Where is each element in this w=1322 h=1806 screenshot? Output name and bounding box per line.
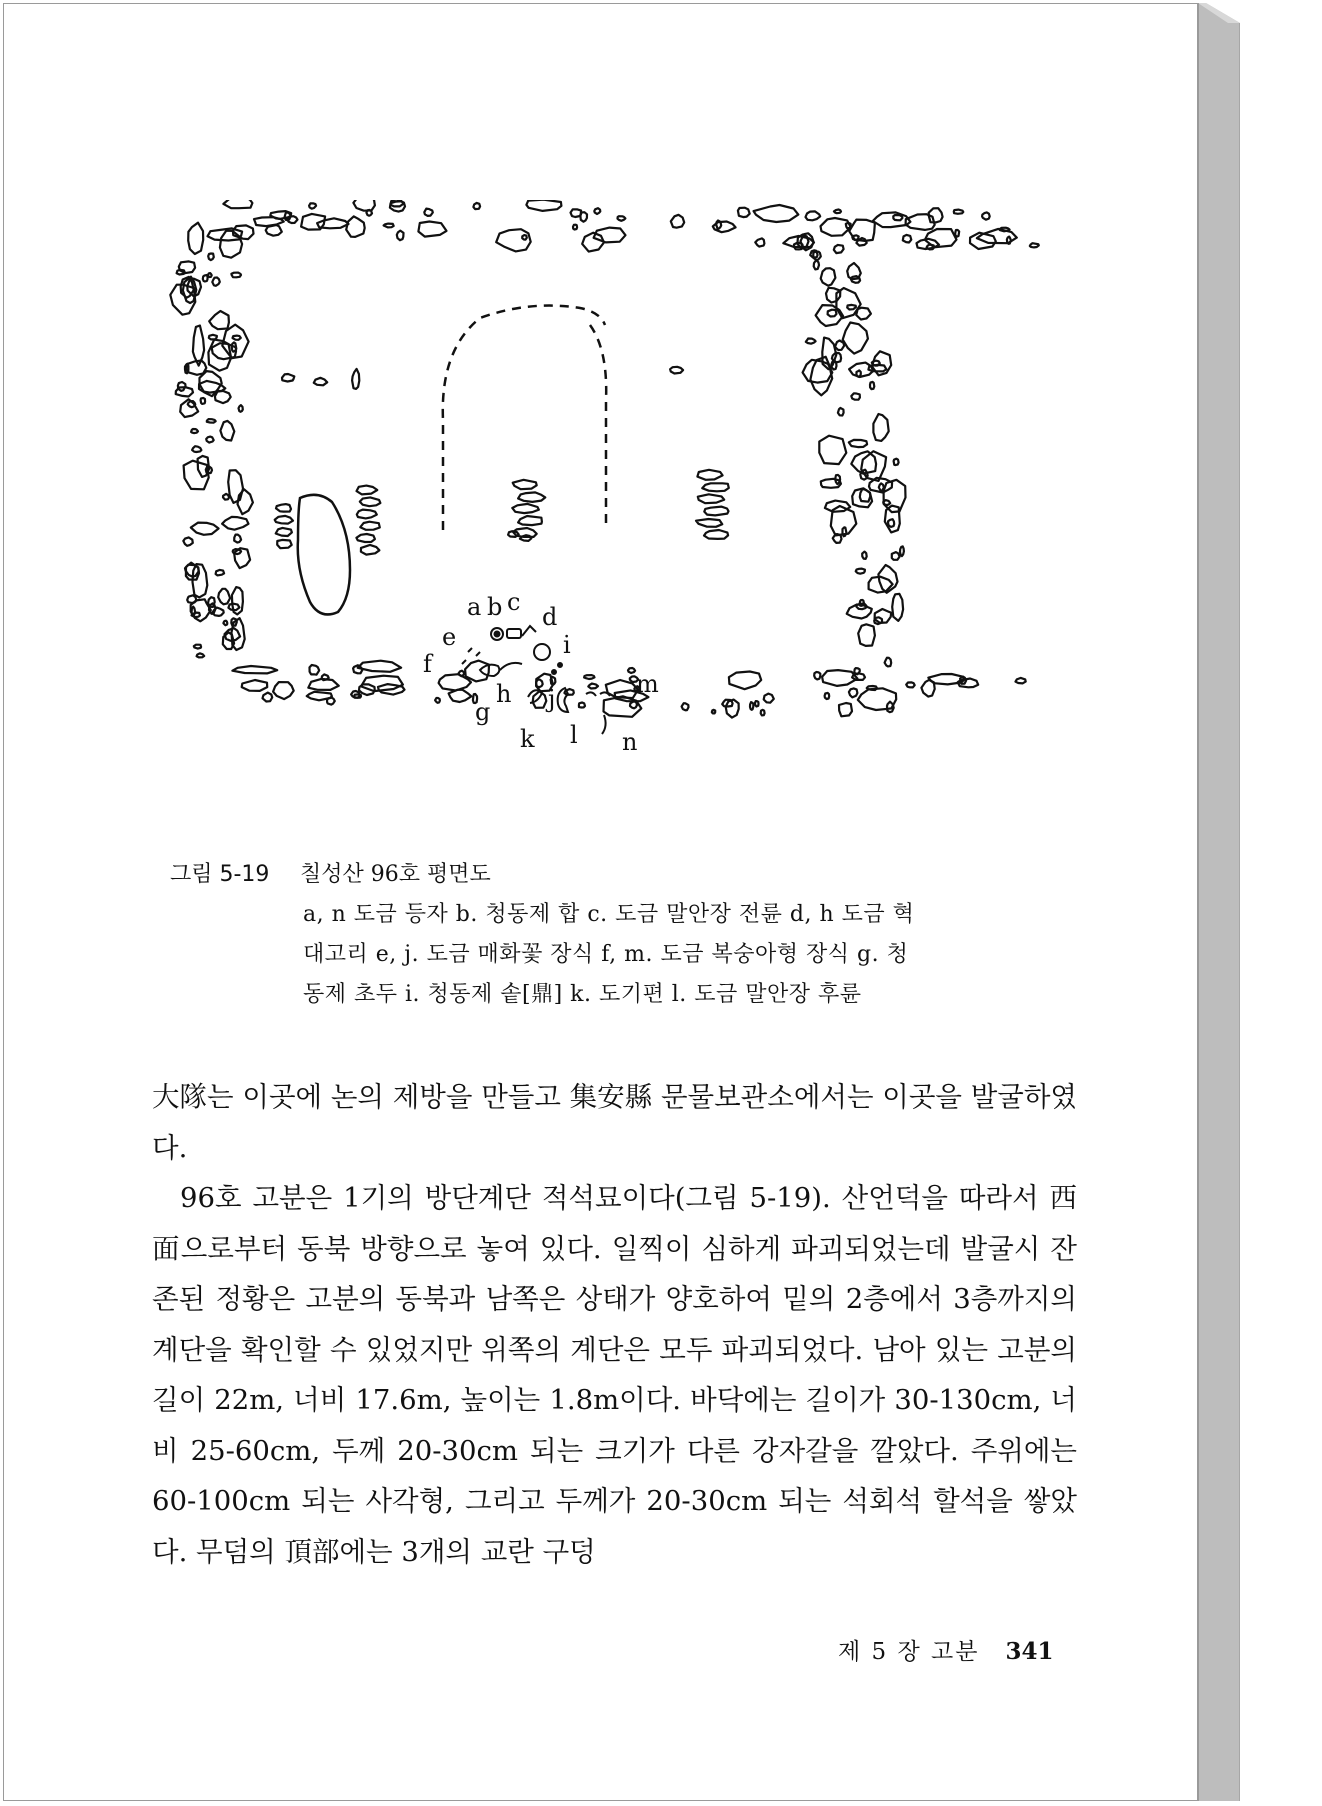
- stone-outline: [825, 693, 830, 699]
- stone-outline: [903, 235, 912, 243]
- paragraph-1: 大隊는 이곳에 논의 제방을 만들고 集安縣 문물보관소에서는 이곳을 발굴하였다.: [152, 1081, 1077, 1164]
- stone-outline: [754, 205, 799, 222]
- stone-outline: [628, 668, 635, 673]
- stone-outline: [588, 684, 598, 689]
- stone-outline: [203, 275, 208, 282]
- page-number: 341: [1005, 1638, 1054, 1665]
- stone-outline: [356, 534, 375, 542]
- stone-outline: [228, 604, 239, 611]
- stone-outline-group: [170, 200, 1039, 718]
- label-a: a: [467, 593, 482, 621]
- stone-outline: [192, 446, 201, 452]
- stone-outline: [704, 530, 728, 539]
- stone-outline: [697, 470, 722, 480]
- stone-outline: [397, 231, 404, 241]
- stone-outline: [197, 653, 205, 657]
- stone-outline: [194, 645, 201, 649]
- stone-outline: [872, 361, 880, 366]
- stone-outline: [834, 245, 844, 253]
- stone-outline: [282, 374, 294, 382]
- stone-outline: [222, 517, 248, 530]
- stone-outline: [223, 621, 227, 626]
- stone-outline: [188, 223, 203, 254]
- stone-outline: [755, 701, 759, 706]
- page-footer: [838, 1633, 1053, 1666]
- stone-outline: [862, 552, 867, 559]
- stone-outline: [357, 510, 377, 519]
- stone-outline: [1007, 237, 1011, 244]
- stone-outline: [473, 203, 480, 209]
- paragraph-2: 96호 고분은 1기의 방단계단 적석묘이다(그림 5-19). 산언덕을 따라서 西面으로부터 동북 방향으로 놓여 있다. 일찍이 심하게 파괴되었는데 발굴시 잔존된 정황은 고분의 동북과 남쪽은 상태가 양호하여 밑의 2층에서 3층까지의 계단을 확인할 수 있었지만 위쪽의 계단은 모두 파괴되었다. 남아 있는 고분의 길이 22m, 너비 17.6m, 높이는 1.8m이다. 바닥에는 길이가 30-130cm, 너비 25-60cm, 두께 20-30cm 되는 크기가 다른 강자갈을 깔았다. 주위에는 60-100cm 되는 사각형, 그리고 두께가 20-30cm 되는 석회석 할석을 쌓았다. 무덤의 頂部에는 3개의 교란 구덩: [152, 1182, 1077, 1568]
- label-n: n: [622, 728, 638, 756]
- stone-outline: [582, 233, 604, 252]
- caption-heading: [170, 855, 1090, 895]
- tomb-plan-drawing: [150, 200, 1080, 830]
- stone-outline: [854, 668, 860, 674]
- stone-outline: [209, 311, 229, 329]
- stone-outline: [594, 208, 600, 214]
- caption-line-3: 동제 초두 i. 청동제 솥[鼎] k. 도기편 l. 도금 말안장 후륜: [303, 982, 862, 1007]
- stone-outline: [834, 210, 841, 214]
- stone-outline: [352, 369, 359, 389]
- caption-number: 그림 5-19: [170, 862, 270, 887]
- stone-outline: [270, 211, 291, 219]
- body-text: [152, 1072, 1077, 1577]
- stone-outline: [828, 310, 837, 317]
- stone-outline: [761, 710, 765, 716]
- stone-outline: [223, 200, 252, 208]
- label-e: e: [442, 623, 457, 651]
- stone-outline: [954, 210, 964, 214]
- label-f: f: [423, 650, 432, 678]
- stone-outline: [839, 703, 852, 716]
- stone-outline: [231, 273, 241, 278]
- stone-outline: [838, 408, 844, 416]
- label-m: m: [636, 670, 659, 698]
- stone-outline: [702, 483, 729, 491]
- label-b: b: [487, 593, 503, 621]
- label-l: l: [570, 721, 578, 749]
- stone-outline: [704, 507, 728, 516]
- label-h: h: [496, 680, 512, 708]
- caption-title: 칠성산 96호 평면도: [300, 862, 491, 887]
- stone-outline: [738, 208, 750, 217]
- stone-outline: [1016, 678, 1026, 684]
- stone-outline: [223, 494, 229, 500]
- stone-outline: [207, 419, 216, 423]
- label-j: j: [548, 685, 556, 713]
- stone-outline: [955, 230, 959, 237]
- stone-outline: [191, 523, 219, 535]
- stone-outline: [682, 703, 689, 710]
- stone-outline: [177, 270, 185, 275]
- stone-outline: [239, 405, 243, 412]
- stone-outline: [847, 305, 856, 310]
- stone-outline: [536, 679, 543, 687]
- stone-outline: [357, 486, 378, 495]
- stone-outline: [384, 224, 394, 228]
- stone-outline: [894, 459, 899, 465]
- stone-outline: [826, 288, 840, 303]
- figure-caption: [170, 855, 1090, 1015]
- stone-outline: [360, 497, 381, 506]
- stone-outline: [819, 436, 846, 464]
- stone-outline: [750, 702, 753, 710]
- book-page-edge: [1198, 3, 1240, 1801]
- stone-outline: [571, 209, 582, 217]
- stone-outline: [314, 378, 327, 386]
- stone-outline: [522, 235, 527, 240]
- stone-outline: [843, 323, 868, 354]
- stone-outline: [579, 703, 585, 708]
- stone-outline: [755, 238, 764, 246]
- stone-outline: [921, 680, 934, 697]
- stone-outline: [533, 691, 547, 708]
- stone-outline: [847, 605, 872, 619]
- stone-outline: [220, 421, 234, 441]
- label-k: k: [520, 725, 535, 753]
- stone-outline: [810, 357, 832, 396]
- stone-outline: [698, 494, 724, 503]
- stone-outline: [858, 624, 875, 646]
- stone-outline: [806, 211, 821, 220]
- stone-outline: [208, 273, 212, 277]
- stone-outline: [206, 437, 214, 443]
- stone-outline: [814, 672, 820, 679]
- stone-outline: [465, 661, 489, 682]
- stone-outline: [888, 519, 894, 527]
- stone-outline: [358, 661, 401, 672]
- stone-outline: [193, 564, 208, 597]
- stone-outline: [618, 216, 626, 221]
- stone-outline: [424, 209, 433, 216]
- stone-outline: [856, 308, 871, 320]
- stone-outline: [208, 254, 214, 261]
- stone-outline: [361, 545, 380, 555]
- stone-outline: [232, 666, 277, 673]
- stone-outline: [277, 540, 292, 548]
- stone-outline: [273, 682, 294, 699]
- stone-outline: [228, 470, 243, 503]
- stone-outline: [764, 694, 774, 703]
- stone-outline: [892, 552, 900, 560]
- stone-outline: [835, 341, 844, 351]
- stone-outline: [238, 489, 253, 514]
- stone-outline: [263, 693, 273, 702]
- stone-outline: [215, 391, 231, 403]
- stone-outline: [233, 225, 254, 239]
- stone-outline: [982, 212, 990, 219]
- label-d: d: [542, 603, 558, 631]
- stone-outline: [729, 672, 761, 690]
- stone-outline: [851, 393, 860, 399]
- stone-outline: [435, 698, 440, 703]
- stone-outline: [187, 595, 196, 603]
- stone-outline: [276, 528, 292, 536]
- stone-outline: [696, 519, 722, 527]
- stone-outline: [275, 516, 293, 524]
- stone-outline: [712, 710, 715, 714]
- caption-line-2: 대고리 e, j. 도금 매화꽃 장식 f, m. 도금 복숭아형 장식 g. 청: [303, 942, 909, 967]
- stone-outline: [849, 688, 858, 697]
- stone-outline: [360, 522, 380, 530]
- stone-outline: [216, 570, 225, 576]
- stone-outline: [573, 225, 577, 230]
- stone-outline: [209, 335, 217, 340]
- stone-outline: [892, 594, 903, 621]
- label-c: c: [507, 588, 521, 616]
- stone-outline: [234, 535, 241, 543]
- stone-outline: [814, 260, 819, 269]
- stone-outline: [307, 692, 332, 701]
- stone-outline: [418, 222, 446, 237]
- stone-outline: [630, 702, 637, 709]
- stone-outline: [858, 688, 896, 710]
- stone-outline: [276, 504, 291, 512]
- stone-outline: [883, 500, 890, 505]
- stone-outline: [906, 682, 915, 687]
- stone-outline: [513, 480, 537, 489]
- label-i: i: [563, 631, 571, 659]
- stone-outline: [671, 215, 684, 228]
- stone-outline: [191, 429, 198, 433]
- large-slab-stone: [298, 495, 350, 615]
- stone-outline: [670, 367, 683, 374]
- stone-outline: [518, 492, 545, 502]
- stone-outline: [309, 203, 316, 208]
- caption-line-1: a, n 도금 등자 b. 청동제 합 c. 도금 말안장 전륜 d, h 도금 혁: [303, 902, 915, 927]
- stone-outline: [353, 200, 375, 211]
- stone-outline: [520, 535, 532, 541]
- stone-outline: [893, 215, 902, 220]
- stone-outline: [1030, 243, 1039, 247]
- stone-outline: [183, 537, 193, 545]
- stone-outline: [512, 504, 539, 513]
- stone-outline: [508, 531, 519, 537]
- stone-outline: [310, 665, 320, 675]
- stone-outline: [233, 336, 241, 340]
- stone-outline: [220, 231, 242, 258]
- chapter-label: 제 5 장 고분: [838, 1639, 980, 1665]
- chamber-dashed-outline: [443, 306, 606, 530]
- stone-outline: [879, 483, 884, 491]
- stone-outline: [870, 382, 874, 389]
- stone-outline: [449, 690, 472, 702]
- stone-outline: [885, 658, 892, 667]
- label-g: g: [475, 698, 491, 726]
- stone-outline: [201, 398, 206, 404]
- tomb-plan-figure: [150, 200, 1080, 830]
- stone-outline: [806, 339, 816, 344]
- stone-outline: [900, 546, 904, 556]
- stone-outline: [346, 216, 365, 237]
- stone-outline: [526, 200, 561, 211]
- stone-outline: [518, 516, 542, 525]
- stone-outline: [584, 675, 594, 679]
- stone-outline: [856, 569, 865, 574]
- stone-outline: [193, 326, 204, 366]
- stone-outline: [179, 261, 195, 273]
- stone-outline: [873, 414, 888, 441]
- stone-outline: [849, 440, 867, 447]
- stone-outline: [821, 268, 836, 286]
- stone-outline: [242, 680, 268, 691]
- stone-outline: [218, 589, 230, 605]
- stone-outline: [366, 210, 372, 216]
- stone-outline: [212, 278, 220, 286]
